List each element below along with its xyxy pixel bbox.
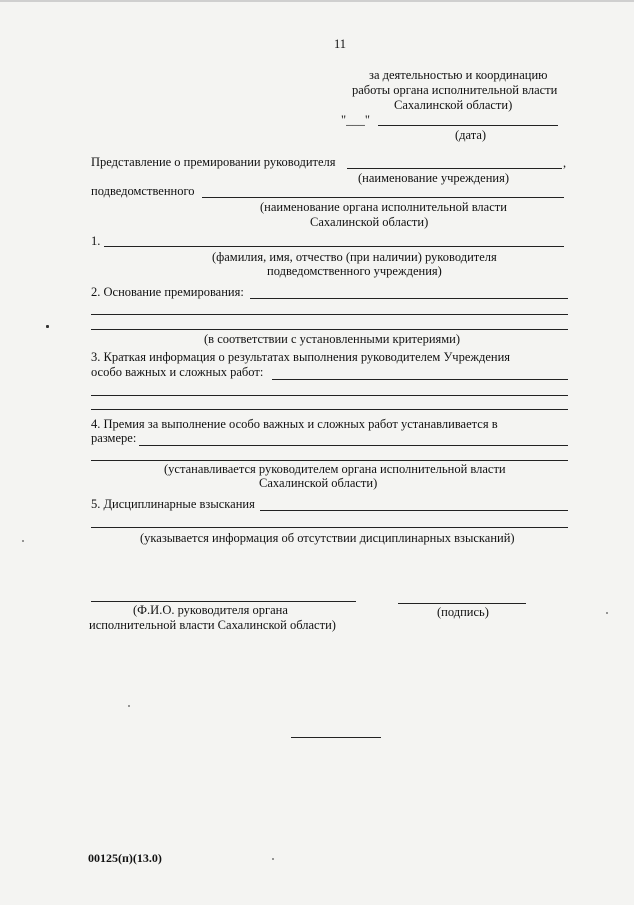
results-line-1: [272, 379, 568, 380]
institution-caption: (наименование учреждения): [358, 171, 509, 185]
basis-line-2: [91, 314, 568, 315]
date-line: [378, 125, 558, 126]
item1-label: 1.: [91, 234, 101, 248]
scan-speck: [272, 858, 274, 860]
penalties-line-1: [260, 510, 568, 511]
basis-line-1: [250, 298, 568, 299]
approval-line-2: работы органа исполнительной власти: [352, 83, 558, 97]
scan-speck: [128, 705, 130, 707]
item3-line-1: 3. Краткая информация о результатах выполнения руководителем Учреждения: [91, 350, 511, 364]
scan-speck: [22, 540, 24, 542]
institution-name-line: [347, 168, 562, 169]
name-caption-1: (Ф.И.О. руководителя органа: [133, 603, 288, 617]
item4-line-1: 4. Премия за выполнение особо важных и сложных работ устанавливается в: [91, 417, 498, 431]
item1-caption-2: подведомственного учреждения): [267, 264, 442, 278]
authority-caption-2: Сахалинской области): [310, 215, 429, 229]
sign-caption: (подпись): [437, 605, 489, 619]
subordinate-label: подведомственного: [91, 184, 195, 198]
date-prefix: "___": [341, 113, 370, 127]
approval-line-1: за деятельностью и координацию: [369, 68, 548, 82]
penalties-line-2: [91, 527, 568, 528]
authority-name-line: [202, 197, 564, 198]
name-caption-2: исполнительной власти Сахалинской области): [89, 618, 336, 632]
item2-caption: (в соответствии с установленными критериями): [204, 332, 461, 346]
form-title: Представление о премировании руководителя: [91, 155, 336, 169]
results-line-2: [91, 395, 568, 396]
results-line-3: [91, 409, 568, 410]
item5-caption: (указывается информация об отсутствии дисциплинарных взысканий): [140, 531, 515, 545]
date-caption: (дата): [455, 128, 487, 142]
bonus-amount-line-2: [91, 460, 568, 461]
closing-rule: [291, 737, 381, 738]
item5-label: 5. Дисциплинарные взыскания: [91, 497, 255, 511]
fullname-line: [104, 246, 564, 247]
item3-line-2: особо важных и сложных работ:: [91, 365, 264, 379]
item4-line-2: размере:: [91, 431, 137, 445]
scan-speck: [606, 612, 608, 614]
authority-caption-1: (наименование органа исполнительной власти: [260, 200, 507, 214]
item1-caption-1: (фамилия, имя, отчество (при наличии) руководителя: [212, 250, 497, 264]
footer-code: 00125(п)(13.0): [88, 851, 162, 865]
sign-line: [398, 603, 526, 604]
item2-label: 2. Основание премирования:: [91, 285, 244, 299]
item4-caption-2: Сахалинской области): [259, 476, 378, 490]
page-number: 11: [334, 37, 347, 51]
scan-speck: [46, 325, 49, 328]
basis-line-3: [91, 329, 568, 330]
title-comma: ,: [563, 156, 567, 170]
approval-line-3: Сахалинской области): [394, 98, 513, 112]
scan-edge: [0, 0, 634, 2]
name-signature-line: [91, 601, 356, 602]
item4-caption-1: (устанавливается руководителем органа исполнительной власти: [164, 462, 506, 476]
bonus-amount-line-1: [139, 445, 568, 446]
